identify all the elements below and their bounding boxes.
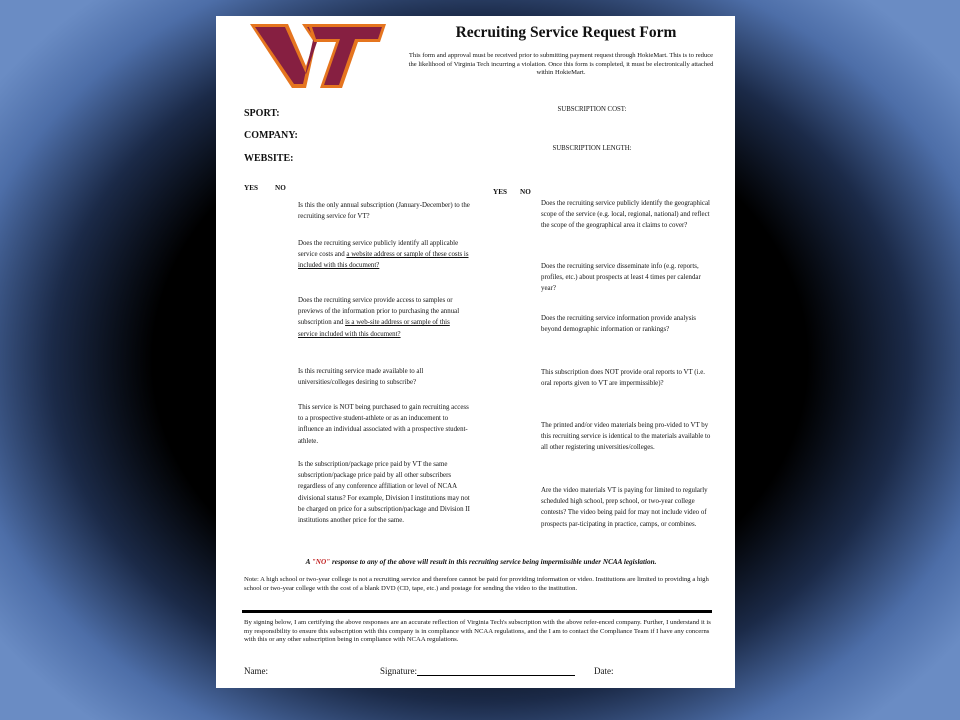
subscription-cost-label: SUBSCRIPTION COST: (557, 106, 627, 113)
vt-logo (248, 20, 388, 92)
name-label: Name: (244, 666, 268, 676)
right-yes-header: YES (493, 188, 507, 196)
form-title: Recruiting Service Request Form (455, 24, 677, 41)
sport-label: SPORT: (244, 108, 280, 119)
note-text: Note: A high school or two-year college is not a recruiting service and therefore cannot be paid for providing information or video. Institutions are limited to providing a high school or two-year college with the cost of a blank DVD (CD, tape, etc.) and postage for sending the video to the institution. (244, 576, 709, 592)
subscription-length-label: SUBSCRIPTION LENGTH: (552, 145, 632, 152)
left-question-4: Is this recruiting service made available to all universities/colleges desiring to subscribe? (298, 368, 424, 387)
ncaa-warning: A "NO" response to any of the above will result in this recruiting service being impermissible under NCAA legislation. (305, 558, 657, 566)
signature-line[interactable] (417, 666, 575, 676)
divider (242, 610, 712, 613)
left-yes-header: YES (244, 184, 258, 192)
right-question-1: Does the recruiting service publicly identify the geographical scope of the service (e.g. local, regional, national) and reflect the scope of the geographical area it claims to cover? (541, 200, 710, 230)
form-intro: This form and approval must be received prior to submitting payment request through HokieMart. This is to reduce the likelihood of Virginia Tech incurring a violation. Once this form is completed, it must be electronically attached within HokieMart. (408, 52, 714, 77)
left-question-5: This service is NOT being purchased to gain recruiting access to a prospective student-athlete or as an inducement to influence an individual associated with a prospective student-athlete. (298, 404, 469, 445)
right-question-3: Does the recruiting service information provide analysis beyond demographic information or rankings? (541, 315, 696, 334)
date-label: Date: (594, 666, 614, 676)
signature-field[interactable]: Signature: (380, 666, 575, 676)
right-question-6: Are the video materials VT is paying for limited to regularly scheduled high school, prep school, or two-year college contests? The video being paid for may not include video of prospects par-ticipating in practice, camps, or combines. (541, 487, 708, 528)
left-question-6: Is the subscription/package price paid by VT the same subscription/package price paid by all other subscribers regardless of any conference affiliation or level of NCAA divisional status? For example, Division I institutions may not be charged on price for a subscription/package and Division II institutions another price for the same. (298, 461, 470, 525)
right-question-2: Does the recruiting service disseminate info (e.g. reports, profiles, etc.) about prospects at least 4 times per calendar year? (541, 263, 701, 293)
right-question-4: This subscription does NOT provide oral reports to VT (i.e. oral reports given to VT are impermissible)? (541, 369, 706, 388)
company-label: COMPANY: (244, 130, 298, 141)
website-label: WEBSITE: (244, 153, 294, 164)
left-question-3: Does the recruiting service provide access to samples or previews of the information prior to purchasing the annual subscription and is a web-site address or sample of this service included with this document? (298, 297, 460, 338)
certification-text: By signing below, I am certifying the above responses are an accurate reflection of Virginia Tech's subscription with the above refer-enced company. Further, I understand it is my responsibility to ensure this subscription with this company is in compliance with NCAA regulations, and the I am to contact the Compliance Team if I have any concerns with this or any other subscription being in compliance with NCAA regulations. (244, 619, 711, 644)
left-question-2: Does the recruiting service publicly identify all applicable service costs and a website address or sample of these costs is included with this document? (298, 240, 469, 270)
form-page (216, 16, 735, 688)
left-question-1: Is this the only annual subscription (January-December) to the recruiting service for VT? (298, 202, 470, 221)
right-no-header: NO (520, 188, 531, 196)
left-no-header: NO (275, 184, 286, 192)
right-question-5: The printed and/or video materials being pro-vided to VT by this recruiting service is identical to the materials available to all other registering universities/colleges. (541, 422, 711, 452)
